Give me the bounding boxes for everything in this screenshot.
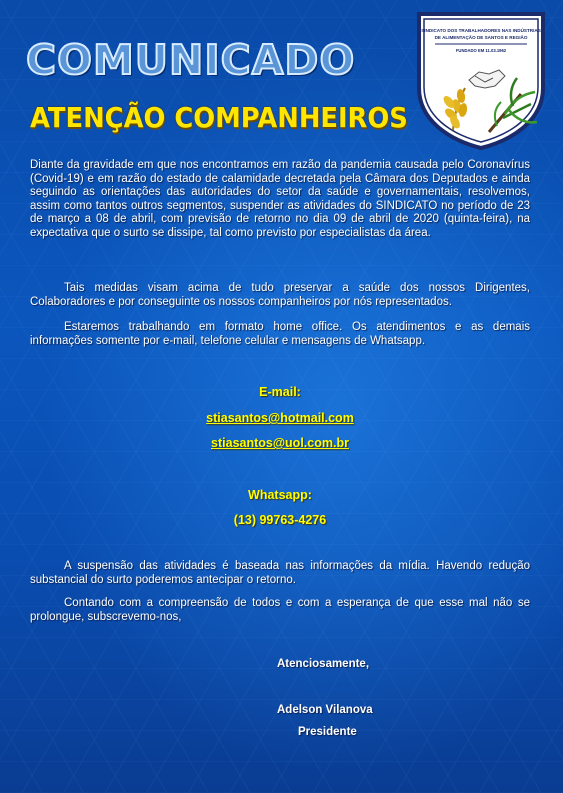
- logo-text-line-3: FUNDADO EM 11.03.1962: [455, 48, 507, 53]
- logo-text-line-1: SINDICATO DOS TRABALHADORES NAS INDÚSTRIAS: [421, 28, 541, 33]
- paragraph-4: A suspensão das atividades é baseada nas informações da mídia. Havendo redução substancial do surto poderemos antecipar o retorno.: [30, 560, 530, 586]
- logo-text-line-2: DE ALIMENTAÇÃO DE SANTOS E REGIÃO: [434, 35, 528, 40]
- email-label: E-mail:: [259, 385, 301, 399]
- paragraph-2: Tais medidas visam acima de tudo preservar a saúde dos nossos Dirigentes, Colaboradores e por conseguinte os nossos companheiros por nós representados.: [30, 282, 530, 308]
- whatsapp-label: Whatsapp:: [248, 488, 312, 502]
- union-logo: [413, 10, 549, 150]
- whatsapp-number[interactable]: (13) 99763-4276: [233, 513, 327, 527]
- email-link-1[interactable]: stiasantos@hotmail.com: [206, 411, 354, 425]
- paragraph-3: Estaremos trabalhando em formato home office. Os atendimentos e as demais informações somente por e-mail, telefone celular e mensagens de Whatsapp.: [30, 321, 530, 347]
- signature-role: Presidente: [298, 726, 357, 738]
- page-title: COMUNICADO: [26, 36, 356, 84]
- paragraph-5: Contando com a compreensão de todos e com a esperança de que esse mal não se prolongue, subscrevemo-nos,: [30, 597, 530, 623]
- email-link-2[interactable]: stiasantos@uol.com.br: [211, 436, 349, 450]
- signature-name: Adelson Vilanova: [277, 704, 373, 716]
- paragraph-1: Diante da gravidade em que nos encontramos em razão da pandemia causada pelo Coronavírus (Covid-19) e em razão do estado de calamidade decretada pela Câmara dos Deputados e ainda seguindo as orientações das autoridades do setor da saúde e governamentais, resolvemos, assim como tantos outros segmentos, suspender as atividades do SINDICATO no período de 23 de março a 08 de abril, com previsão de retorno no dia 09 de abril de 2020 (quinta-feira), na expectativa que o surto se dissipe, tal como previsto por especialistas da área.: [30, 159, 530, 239]
- signature-closing: Atenciosamente,: [277, 658, 370, 670]
- page-subtitle: ATENÇÃO COMPANHEIROS: [30, 101, 408, 134]
